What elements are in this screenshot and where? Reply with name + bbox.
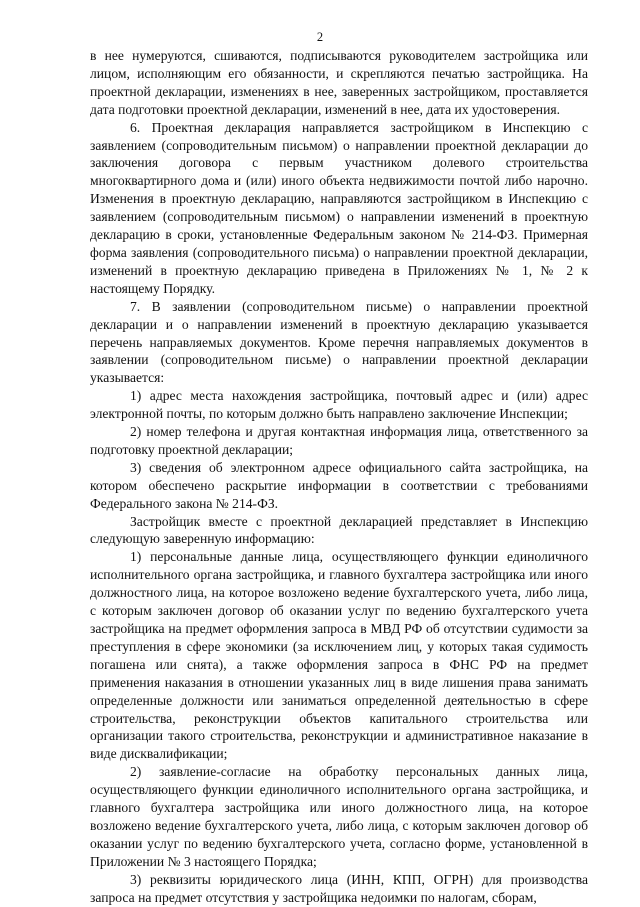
paragraph: 3) реквизиты юридического лица (ИНН, КПП, ОГРН) для производства запроса на предмет отсутствия у застройщика недоимки по налогам, сборам, [90,871,588,905]
paragraph: 1) персональные данные лица, осуществляющего функции единоличного исполнительного органа застройщика, и главного бухгалтера застройщика или иного должностного лица, на которое возложено ведение бухгалтерского учета, либо лица, с которым заключен договор об оказании услуг по ведению бухгалтерского учета застройщика на предмет оформления запроса в МВД РФ об отсутствии судимости за преступления в сфере экономики (за исключением лиц, у которых такая судимость погашена или снята), а также оформления запроса в ФНС РФ на предмет применения наказания в отношении указанных лиц в виде лишения права занимать определенные должности или заниматься определенной деятельностью в сфере строительства, реконструкции объектов капитального строительства или организации такого строительства, реконструкции и административное наказание в виде дисквалификации; [90,549,588,762]
paragraph: 7. В заявлении (сопроводительном письме) о направлении проектной декларации и о направлении изменений в проектную декларацию указывается перечень направляемых документов. Кроме перечня направляемых документов в заявлении (сопроводительном письме) о направлении проектной декларации указывается: [90,298,588,386]
paragraph: в нее нумеруются, сшиваются, подписываются руководителем застройщика или лицом, исполняющим его обязанности, и скрепляются печатью застройщика. На проектной декларации, изменениях в нее, заверенных застройщиком, проставляется дата подготовки проектной декларации, изменений в нее, дата их удостоверения. [90,48,588,117]
paragraph: 1) адрес места нахождения застройщика, почтовый адрес и (или) адрес электронной почты, по которым должно быть направлено заключение Инспекции; [90,388,588,422]
paragraph: 3) сведения об электронном адресе официального сайта застройщика, на котором обеспечено раскрытие информации в соответствии с требованиями Федерального закона № 214-ФЗ. [90,459,588,511]
paragraph: 6. Проектная декларация направляется застройщиком в Инспекцию с заявлением (сопроводительным письмом) о направлении проектной декларации до заключения договора с первым участником долевого строительства многоквартирного дома и (или) иного объекта недвижимости почтой либо нарочно. Изменения в проектную декларацию, направляются застройщиком в Инспекцию с заявлением (сопроводительным письмом) о направлении изменений в проектную декларацию в сроки, установленные Федеральным законом № 214-ФЗ. Примерная форма заявления (сопроводительного письма) о направлении проектной декларации, изменений в проектную декларацию приведена в Приложениях № 1, № 2 к настоящему Порядку. [90,119,588,296]
paragraph: 2) заявление-согласие на обработку персональных данных лица, осуществляющего функции единоличного исполнительного органа застройщика, и главного бухгалтера застройщика или иного должностного лица, на которое возложено ведение бухгалтерского учета, либо лица, с которым заключен договор об оказании услуг по ведению бухгалтерского учета, согласно форме, установленной в Приложении № 3 настоящего Порядка; [90,764,588,869]
paragraph: 2) номер телефона и другая контактная информация лица, ответственного за подготовку проектной декларации; [90,424,588,457]
document-body [90,47,588,907]
paragraph: Застройщик вместе с проектной декларацией представляет в Инспекцию следующую заверенную информацию: [90,513,588,547]
page-number: 2 [316,30,324,44]
